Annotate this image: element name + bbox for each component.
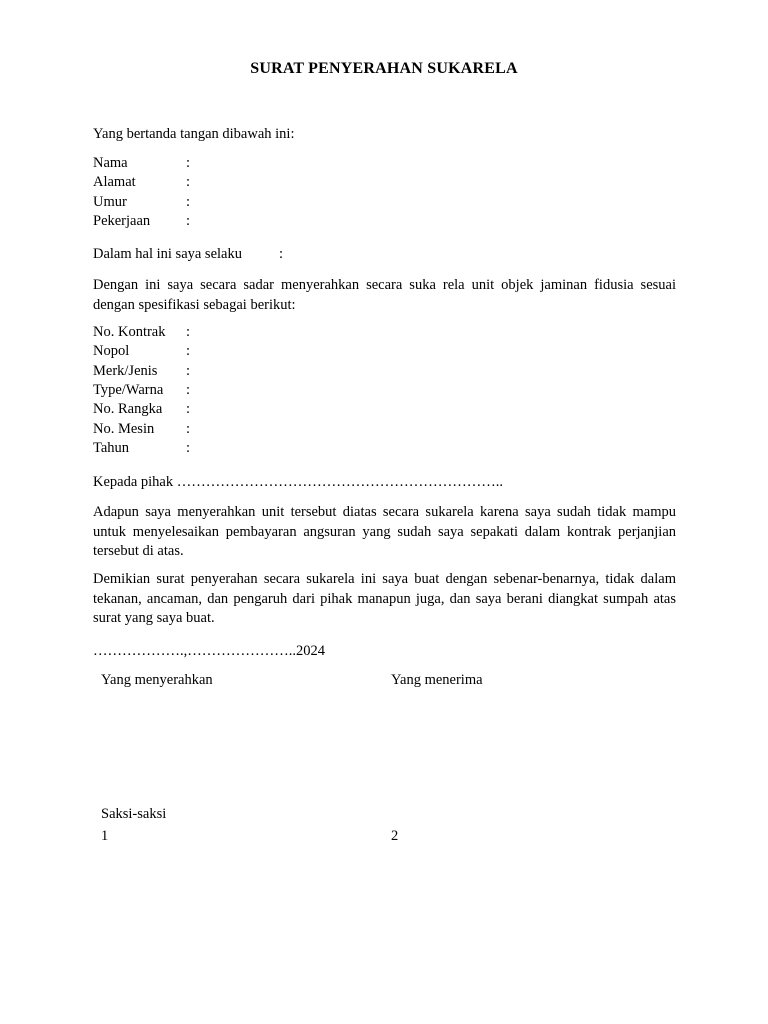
field-colon: : <box>186 155 191 171</box>
field-colon: : <box>186 213 191 229</box>
field-label: Nopol <box>93 343 130 359</box>
field-colon: : <box>186 174 191 190</box>
field-label: Nama <box>93 155 128 171</box>
field-label: Merk/Jenis <box>93 363 158 379</box>
giver-signature-label: Yang menyerahkan <box>101 672 213 688</box>
declaration-paragraph: Demikian surat penyerahan secara sukarela ini saya buat dengan sebenar-benarnya, tidak dalam tekanan, ancaman, dan pengaruh dari pihak manapun juga, dan saya berani diangkat sumpah atas surat yang saya buat. <box>93 571 676 626</box>
intro-text: Yang bertanda tangan dibawah ini: <box>93 126 295 142</box>
field-label: Umur <box>93 194 127 210</box>
field-label: Type/Warna <box>93 382 164 398</box>
recipient-line: Kepada pihak ………………………………………………………….. <box>93 474 503 490</box>
statement-paragraph: Dengan ini saya secara sadar menyerahkan secara suka rela unit objek jaminan fidusia sesuai dengan spesifikasi sebagai berikut: <box>93 277 676 313</box>
witnesses-heading: Saksi-saksi <box>101 806 167 822</box>
capacity-colon: : <box>279 246 284 262</box>
place-date-line: ……………….,…………………..2024 <box>93 643 325 659</box>
field-colon: : <box>186 401 191 417</box>
capacity-line <box>93 246 284 263</box>
field-colon: : <box>186 363 191 379</box>
field-label: Pekerjaan <box>93 213 151 229</box>
field-label: No. Rangka <box>93 401 163 417</box>
field-label: Alamat <box>93 174 136 190</box>
field-label: No. Kontrak <box>93 324 166 340</box>
field-label: Tahun <box>93 440 130 456</box>
field-colon: : <box>186 343 191 359</box>
capacity-label: Dalam hal ini saya selaku <box>93 246 242 262</box>
witness-number-1: 1 <box>101 828 109 844</box>
field-colon: : <box>186 324 191 340</box>
field-label: No. Mesin <box>93 421 155 437</box>
field-colon: : <box>186 421 191 437</box>
receiver-signature-label: Yang menerima <box>391 672 483 688</box>
field-colon: : <box>186 194 191 210</box>
field-colon: : <box>186 440 191 456</box>
field-colon: : <box>186 382 191 398</box>
reason-paragraph: Adapun saya menyerahkan unit tersebut diatas secara sukarela karena saya sudah tidak mampu untuk menyelesaikan pembayaran angsuran yang sudah saya sepakati dalam kontrak perjanjian tersebut di atas. <box>93 504 676 559</box>
document-title: SURAT PENYERAHAN SUKARELA <box>250 60 518 77</box>
witness-number-2: 2 <box>391 828 399 844</box>
